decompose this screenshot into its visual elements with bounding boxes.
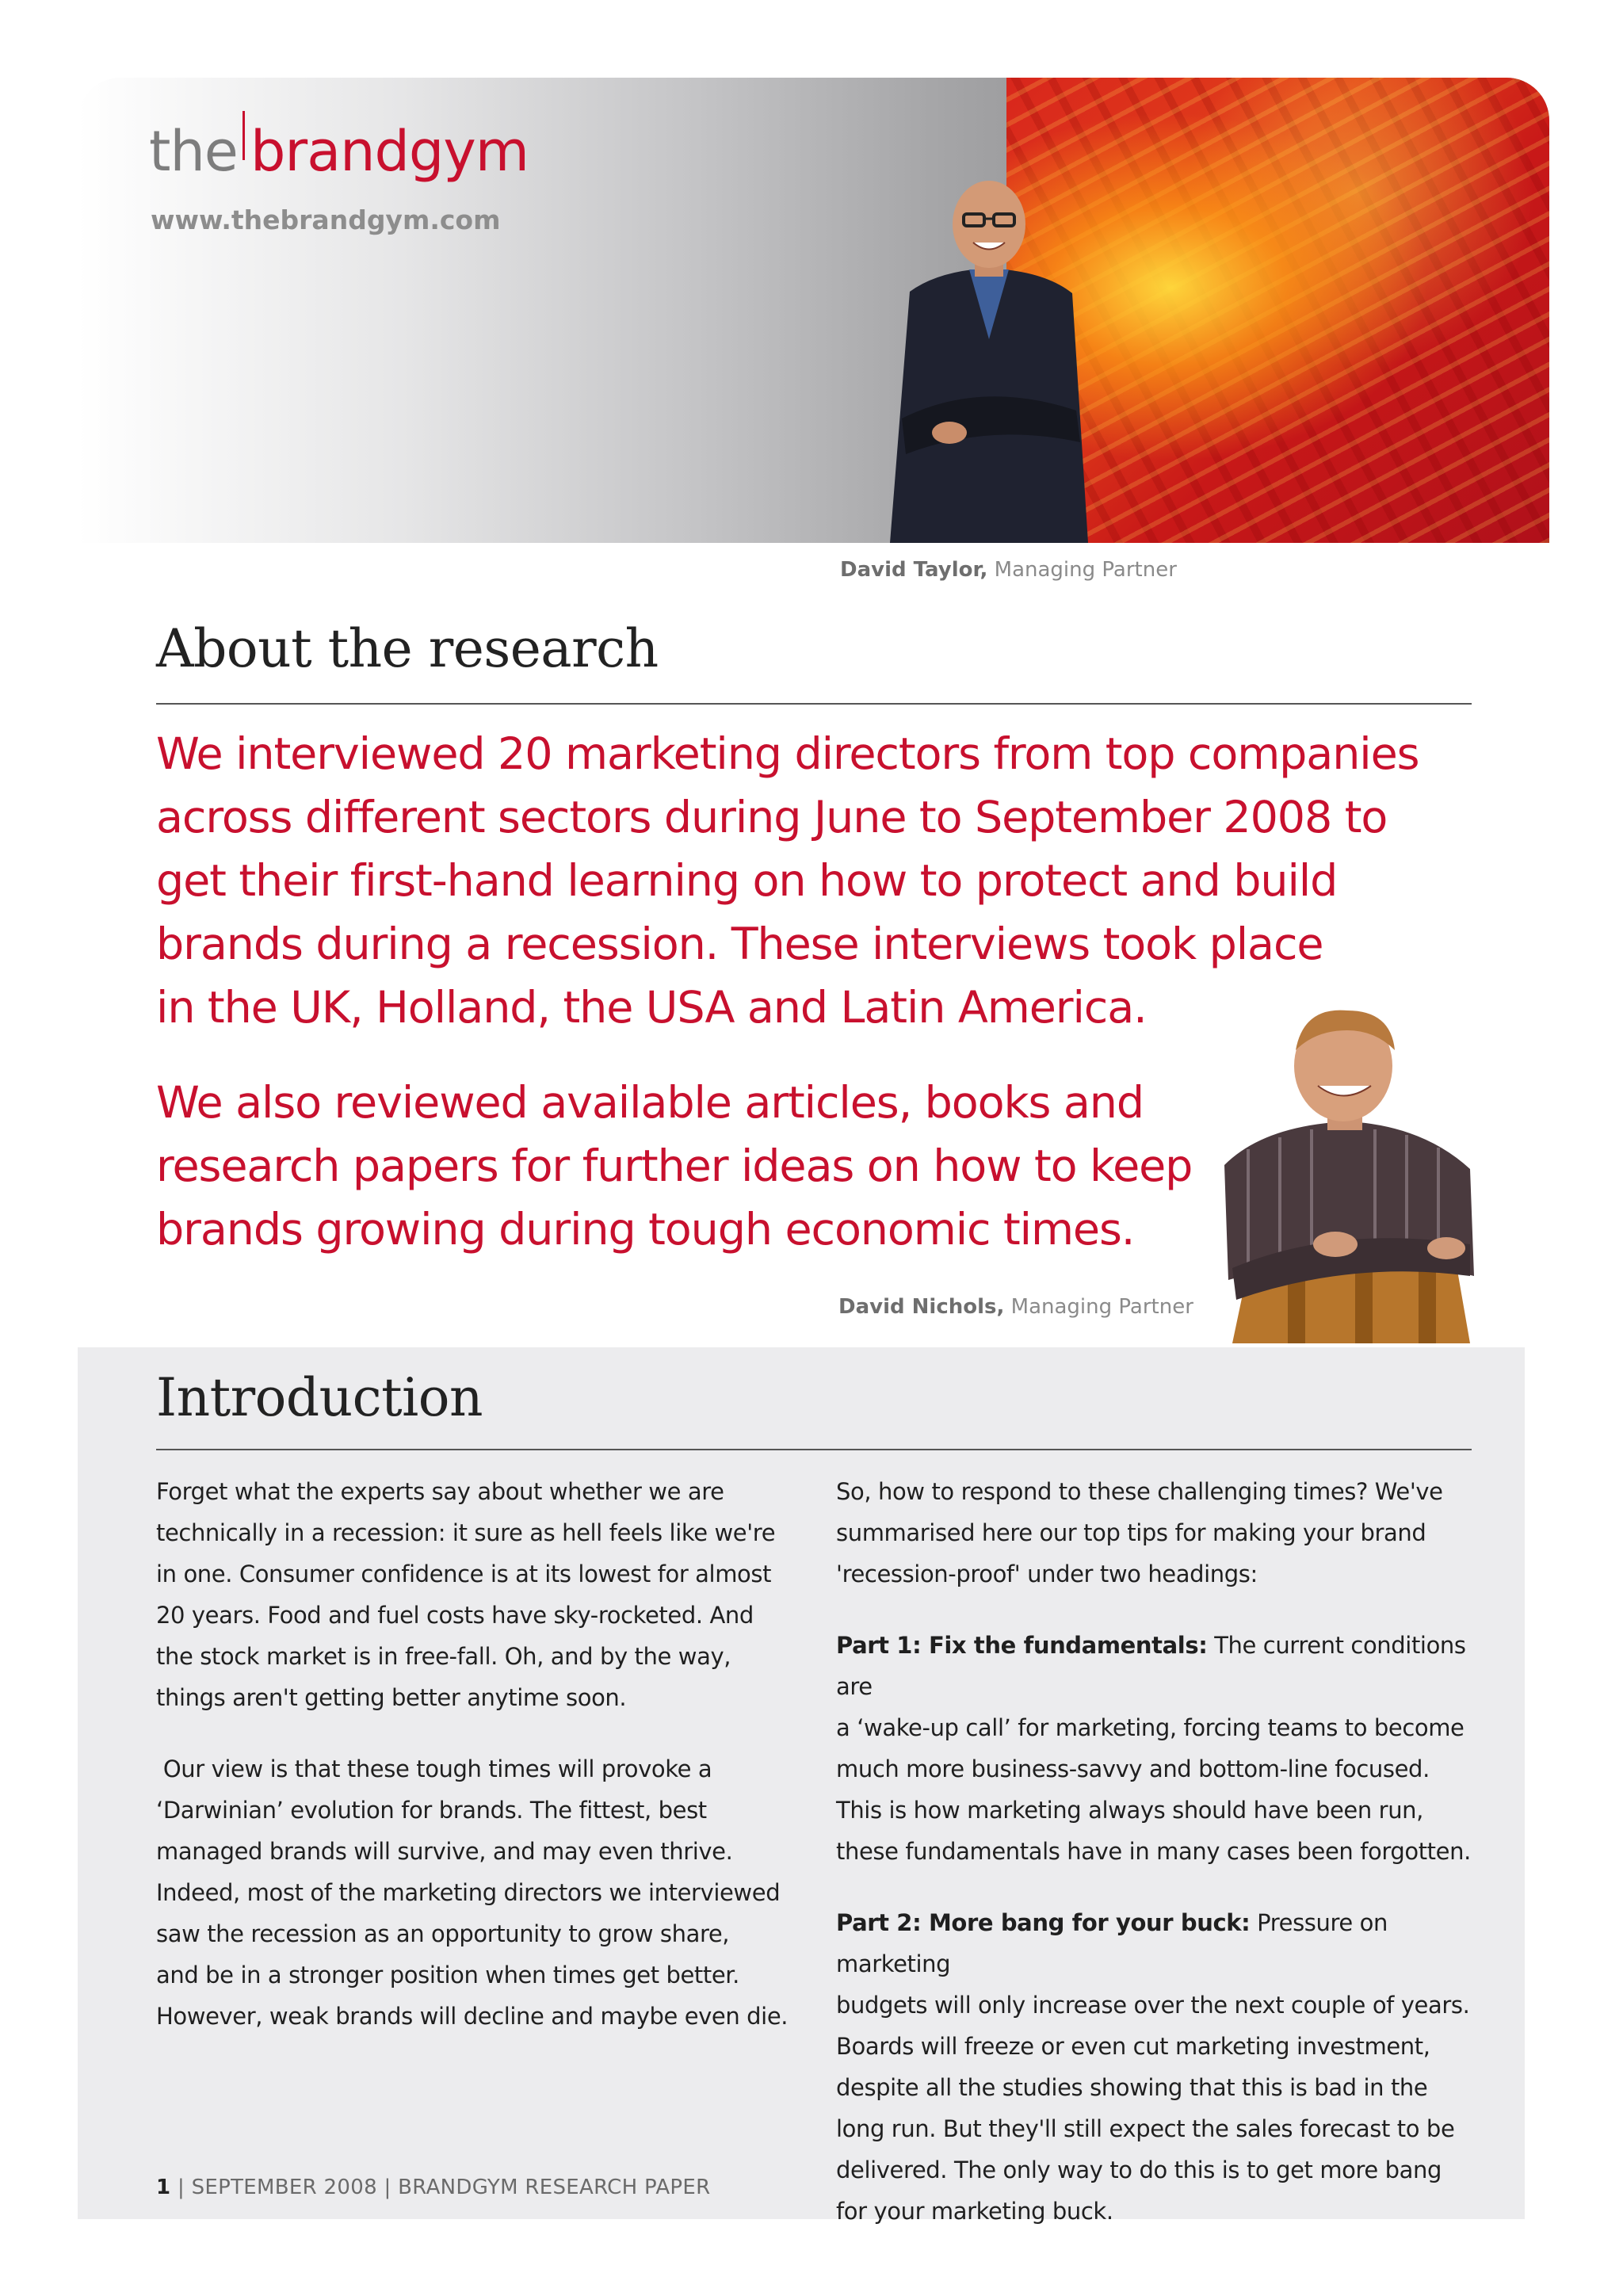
- caption-name: David Nichols,: [838, 1295, 1005, 1319]
- intro-paragraph: Our view is that these tough times will provoke a ‘Darwinian’ evolution for brands. The fittest, best managed brands will survive, and may even thrive. Indeed, most of the marketing directors we interviewed saw the recession as an opportunity to grow share, and be in a stronger position when times get better. However, weak brands will decline and maybe even die.: [156, 1755, 789, 2030]
- section-title-introduction: Introduction: [156, 1367, 483, 1428]
- divider-rule: [156, 1449, 1472, 1450]
- intro-right-column: [836, 1471, 1494, 2232]
- caption-david-nichols: [838, 1295, 1193, 1319]
- footer-document-name: BRANDGYM RESEARCH PAPER: [398, 2176, 711, 2199]
- caption-name: David Taylor,: [840, 558, 988, 582]
- caption-david-taylor: [840, 558, 1177, 582]
- about-paragraph-2: We also reviewed available articles, books and research papers for further ideas on how to keep brands growing during tough economic times.: [156, 1077, 1193, 1255]
- page-footer: 1 | SEPTEMBER 2008 | BRANDGYM RESEARCH PAPER: [156, 2176, 711, 2199]
- website-url: www.thebrandgym.com: [151, 204, 501, 235]
- intro-paragraph: So, how to respond to these challenging times? We've summarised here our top tips for making your brand 'recession-proof' under two headings:: [836, 1478, 1443, 1587]
- footer-date: SEPTEMBER 2008: [191, 2176, 377, 2199]
- portrait-david-nichols: [1216, 1007, 1478, 1343]
- intro-left-column: [156, 1471, 806, 2037]
- section-title-about: About the research: [156, 618, 659, 679]
- caption-role: Managing Partner: [1010, 1295, 1193, 1319]
- logo-brandgym: brandgym: [250, 119, 529, 184]
- intro-paragraph: Forget what the experts say about whether we are technically in a recession: it sure as hell feels like we're in one. Consumer confidence is at its lowest for almost 20 years. Food and fuel costs have sky-rocketed. And the stock market is in free-fall. Oh, and by the way, things aren't getting better anytime soon.: [156, 1478, 776, 1711]
- page-number: 1: [156, 2176, 171, 2199]
- divider-rule: [156, 703, 1472, 705]
- part1-paragraph: Part 1: Fix the fundamentals: The current conditions are a ‘wake-up call’ for marketing, forcing teams to become much more business-savvy and bottom-line focused. This is how marketing always should have been run, these fundamentals have in many cases been forgotten.: [836, 1632, 1471, 1865]
- logo-the: the: [149, 119, 238, 184]
- logo-divider: [242, 111, 245, 160]
- part2-label: Part 2: More bang for your buck:: [836, 1909, 1251, 1936]
- part1-label: Part 1: Fix the fundamentals:: [836, 1632, 1208, 1659]
- part2-paragraph: Part 2: More bang for your buck: Pressure on marketing budgets will only increase over the next couple of years. Boards will freeze or even cut marketing investment, despite all the studies showing that this is bad in the long run. But they'll still expect the sales forecast to be delivered. The only way to do this is to get more bang for your marketing buck.: [836, 1909, 1470, 2225]
- about-paragraph-1: We interviewed 20 marketing directors from top companies across different sectors during June to September 2008 to get their first-hand learning on how to protect and build brands during a recession. These interviews took place in the UK, Holland, the USA and Latin America.: [156, 728, 1419, 1033]
- caption-role: Managing Partner: [994, 558, 1177, 582]
- header-banner: [78, 78, 1549, 543]
- portrait-david-taylor: [886, 181, 1092, 543]
